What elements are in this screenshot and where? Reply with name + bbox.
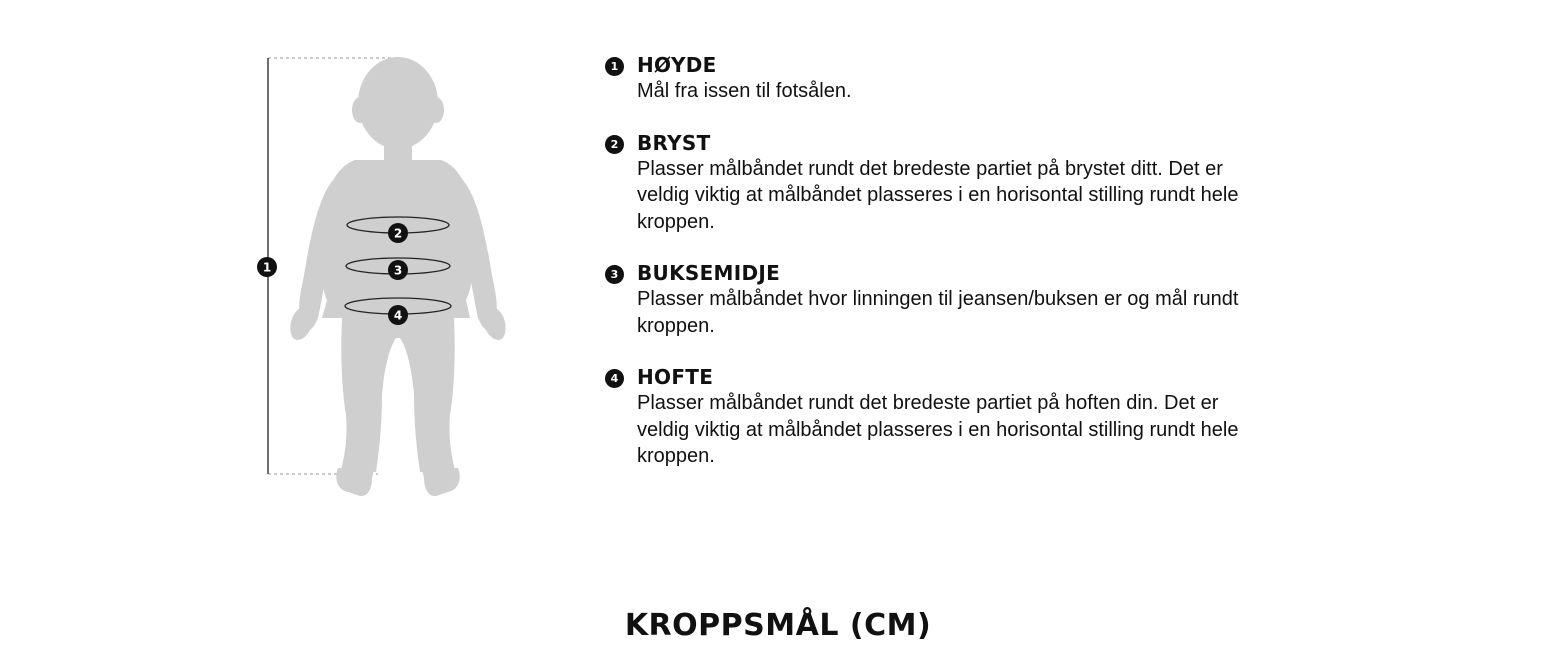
measurement-description: Mål fra issen til fotsålen. [637,80,852,102]
number-badge: 1 [605,57,624,76]
measurement-title: HOFTE [637,365,714,389]
measurement-item-waist [605,260,1265,339]
section-title [0,608,1560,643]
marker-3 [388,260,408,280]
section-title-text: KROPPSMÅL (CM) [624,608,932,643]
number-badge: 3 [605,265,624,284]
measurement-item-hip [605,364,1265,470]
marker-2-label: 2 [393,226,403,241]
marker-4-label: 4 [393,308,403,323]
measurement-description: Plasser målbåndet rundt det bredeste partiet på brystet ditt. Det er veldig viktig at målbåndet plasseres i en horisontal stilling rundt hele kroppen. [637,157,1239,233]
measurement-item-chest [605,130,1265,236]
measurement-description: Plasser målbåndet rundt det bredeste partiet på hoften din. Det er veldig viktig at målbåndet plasseres i en horisontal stilling rundt hele kroppen. [637,392,1239,467]
child-silhouette-illustration [250,50,530,510]
measurement-title: BUKSEMIDJE [637,261,781,285]
measurement-title: HØYDE [637,53,717,77]
marker-1 [257,257,277,277]
marker-4 [388,305,408,325]
marker-2 [388,223,408,243]
measurement-title: BRYST [637,130,711,155]
marker-3-label: 3 [393,263,403,278]
marker-1-label: 1 [262,260,272,275]
measurement-item-height [605,52,1265,105]
measurement-description: Plasser målbåndet hvor linningen til jeansen/buksen er og mål rundt kroppen. [637,288,1239,337]
number-badge: 4 [605,369,624,388]
body-measurement-figure [250,50,530,510]
number-badge: 2 [605,135,624,154]
measurement-instructions [605,52,1265,470]
